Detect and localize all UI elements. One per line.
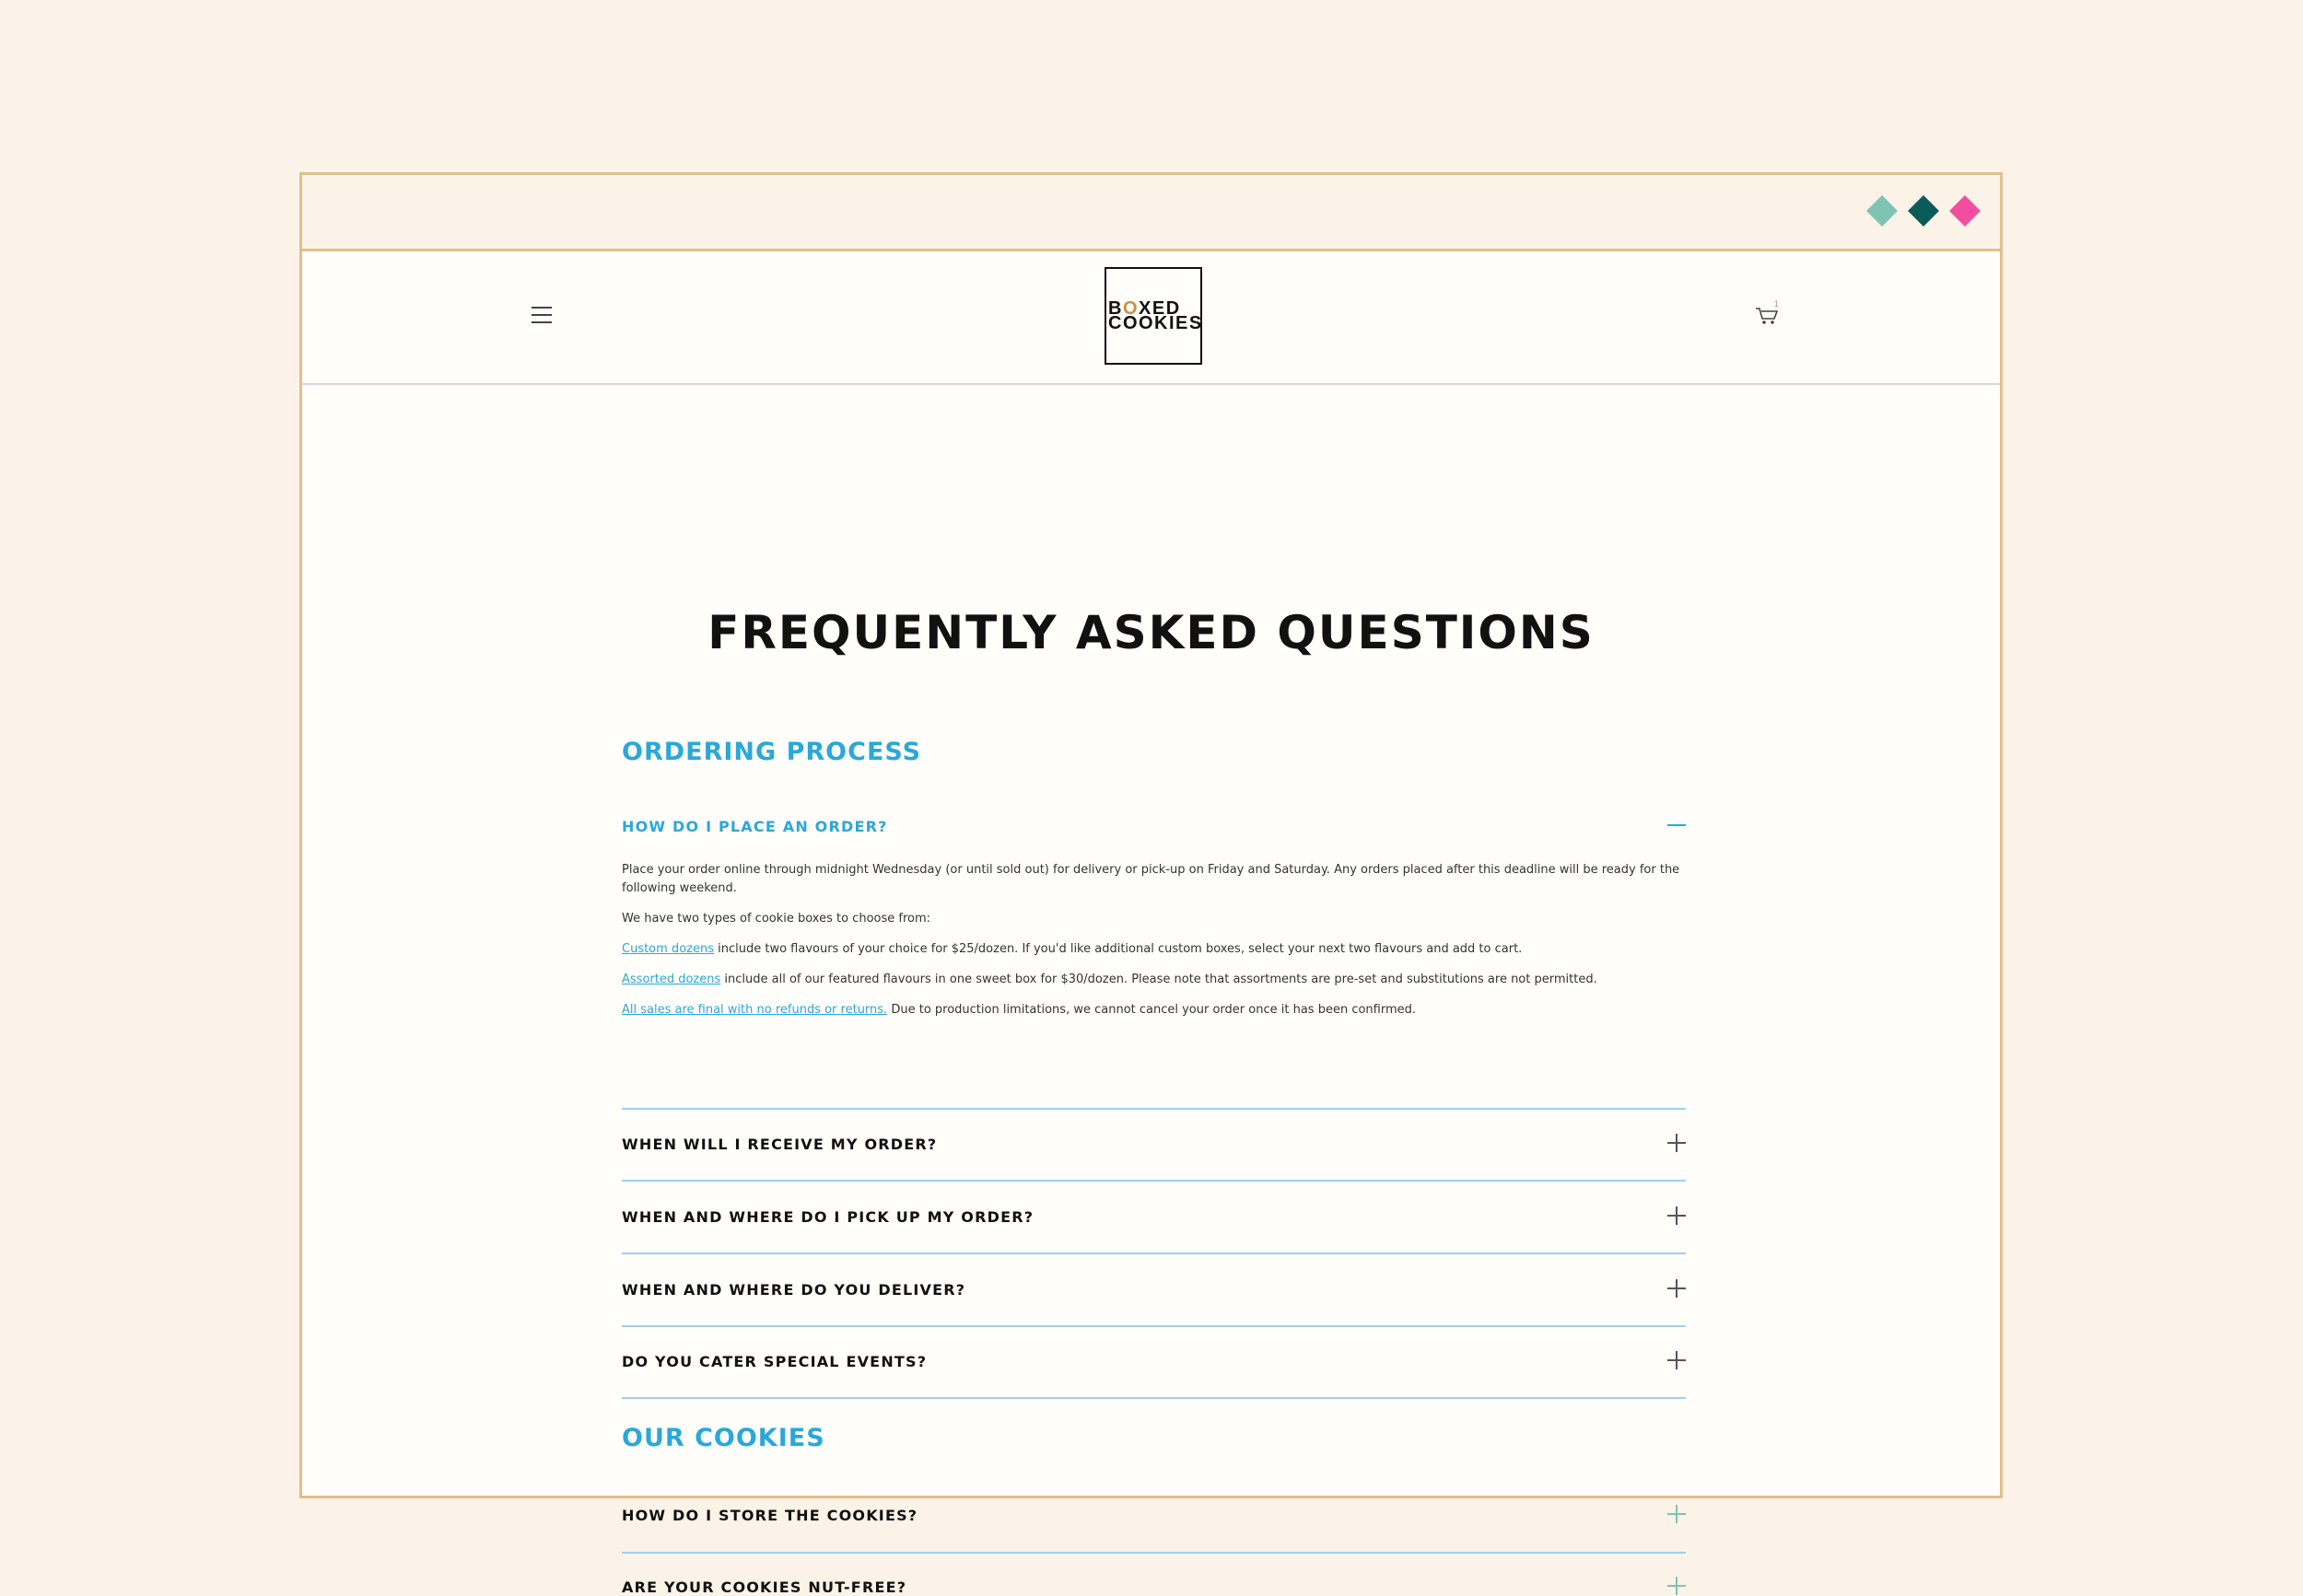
faq-question-delivery[interactable] [622,1281,1686,1299]
site-header [302,251,2000,385]
faq-divider [622,1252,1686,1254]
faq-divider [622,1180,1686,1182]
maximize-icon[interactable] [1908,195,1939,227]
faq-divider [622,1552,1686,1554]
expand-plus-icon[interactable] [1667,1206,1686,1225]
shopping-cart-icon[interactable] [1754,306,1780,326]
answer-paragraph: Place your order online through midnight Wednesday (or until sold out) for delivery or pick-up on Friday and Saturday. Any orders placed after this deadline will be ready for the following weekend. [622,863,1680,895]
sales-final-link[interactable]: All sales are final with no refunds or returns. [622,1003,888,1017]
hamburger-menu-icon[interactable] [532,307,552,323]
cart-count-badge: 1 [1774,299,1780,309]
expand-plus-icon[interactable] [1667,1134,1686,1152]
answer-text: Due to production limitations, we cannot cancel your order once it has been confirmed. [887,1003,1417,1017]
faq-question-label: ARE YOUR COOKIES NUT-FREE? [622,1579,907,1596]
page-title: FREQUENTLY ASKED QUESTIONS [707,606,1595,659]
custom-dozens-link[interactable]: Custom dozens [622,942,714,956]
expand-plus-icon[interactable] [1667,1577,1686,1595]
faq-question-label: WHEN AND WHERE DO YOU DELIVER? [622,1281,966,1299]
answer-text: include all of our featured flavours in one sweet box for $30/dozen. Please note that assortments are pre-set and substitutions are not permitted. [720,973,1597,986]
faq-question-label: HOW DO I PLACE AN ORDER? [622,818,888,835]
faq-divider [622,1397,1686,1399]
answer-paragraph [622,1001,1686,1019]
browser-frame [299,172,2003,1596]
logo-text-b: B [1108,298,1123,319]
faq-divider [622,1325,1686,1327]
section-title-ordering: ORDERING PROCESS [622,738,922,766]
faq-question-receive-order[interactable] [622,1136,1686,1153]
faq-question-label: HOW DO I STORE THE COOKIES? [622,1507,918,1524]
faq-answer-place-order [622,861,1686,1031]
logo-text-cookies: COOKIES [1108,313,1203,333]
expand-plus-icon[interactable] [1667,1279,1686,1298]
faq-question-nut-free[interactable] [622,1579,1686,1596]
expand-plus-icon[interactable] [1667,1505,1686,1523]
faq-question-label: DO YOU CATER SPECIAL EVENTS? [622,1353,928,1370]
faq-question-pickup[interactable] [622,1208,1686,1226]
site-logo[interactable] [1105,267,1202,365]
section-title-our-cookies: OUR COOKIES [622,1424,825,1452]
close-icon[interactable] [1949,195,1981,227]
faq-question-label: WHEN AND WHERE DO I PICK UP MY ORDER? [622,1208,1035,1226]
faq-question-store-cookies[interactable] [622,1507,1686,1524]
logo-cookie-mark: O [1122,298,1140,319]
answer-paragraph: We have two types of cookie boxes to choose from: [622,912,931,926]
faq-divider [622,1108,1686,1110]
answer-paragraph [622,971,1686,989]
faq-question-catering[interactable] [622,1353,1686,1370]
faq-question-place-order[interactable] [622,818,1686,835]
expand-plus-icon[interactable] [1667,1351,1686,1369]
assorted-dozens-link[interactable]: Assorted dozens [622,973,721,986]
minimize-icon[interactable] [1866,195,1898,227]
logo-text-xed: XED [1139,298,1181,319]
window-titlebar [302,175,2000,251]
answer-text: include two flavours of your choice for $25/dozen. If you'd like additional custom boxes, select your next two flavours and add to cart. [713,942,1523,956]
collapse-minus-icon[interactable] [1667,816,1686,834]
faq-question-label: WHEN WILL I RECEIVE MY ORDER? [622,1136,938,1153]
answer-paragraph [622,940,1686,959]
